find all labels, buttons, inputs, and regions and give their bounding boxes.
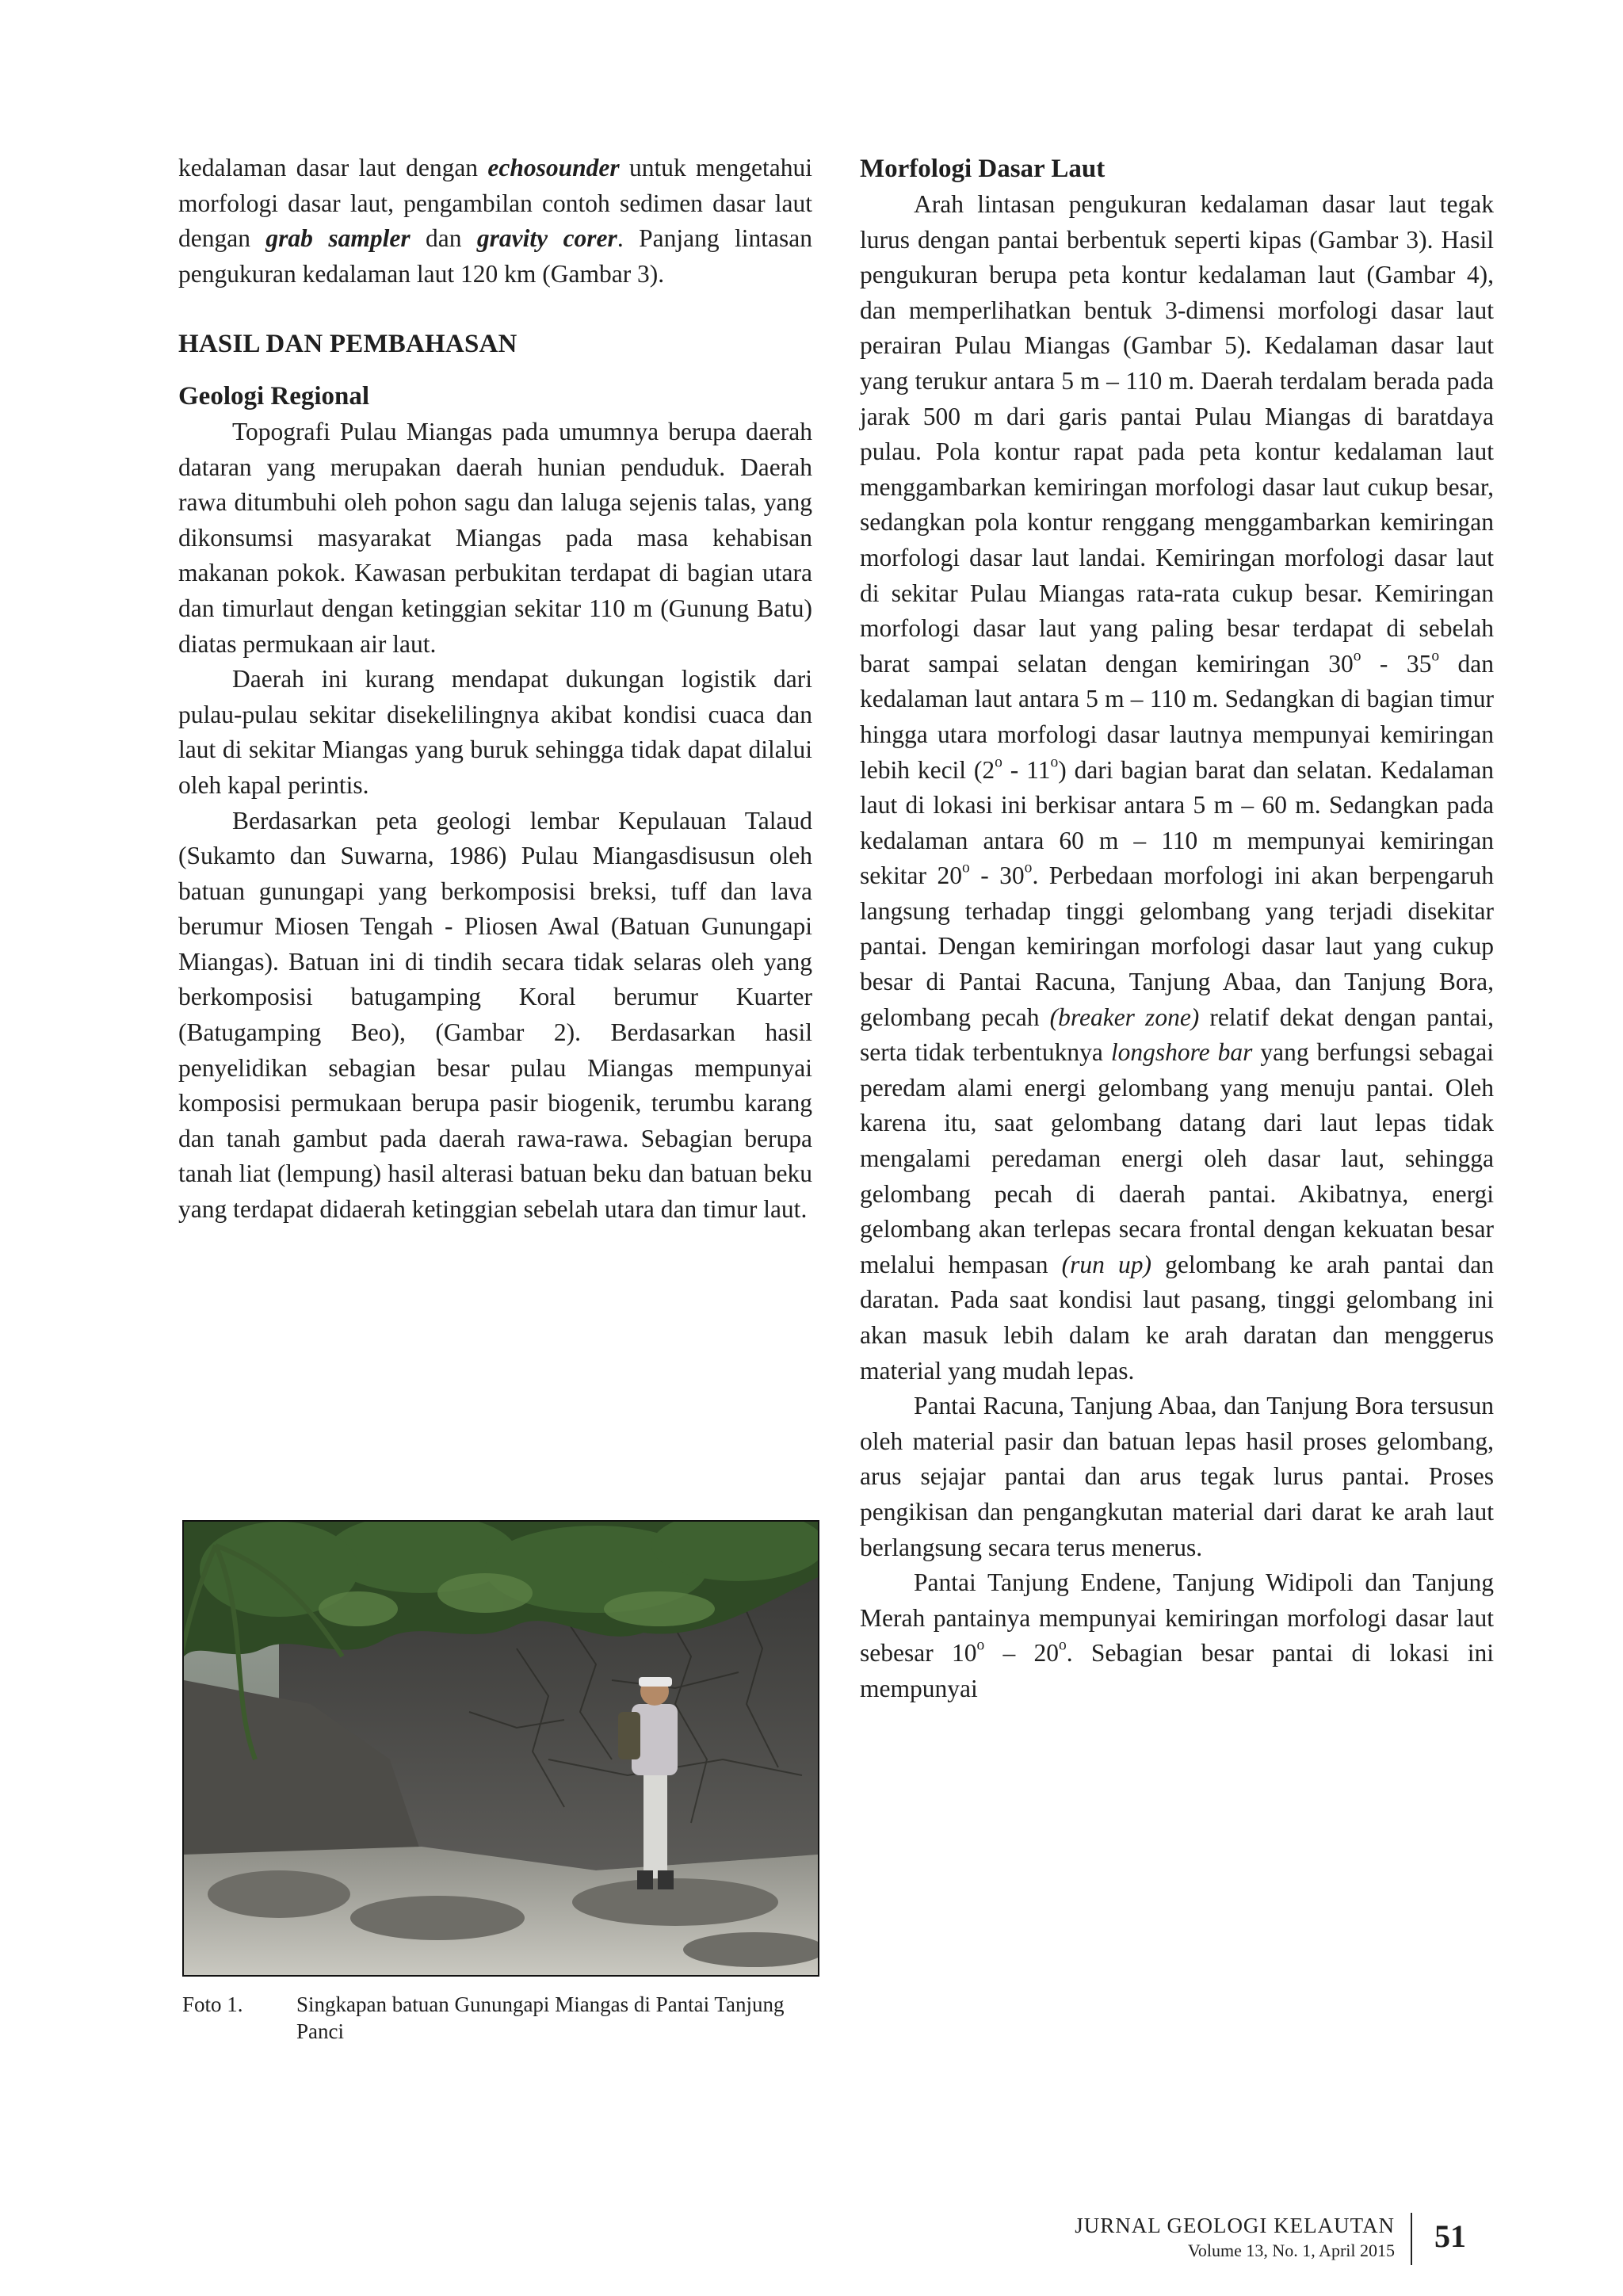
geologi-paragraph-1: Topografi Pulau Miangas pada umumnya berupa daerah dataran yang merupakan daerah hunian penduduk. Daerah rawa ditumbuhi oleh pohon sagu dan laluga sejenis talas, yang dikonsumsi masyarakat Miangas pada masa kehabisan makanan pokok. Kawasan perbukitan terdapat di bagian utara dan timurlaut dengan ketinggian sekitar 110 m (Gunung Batu) diatas permukaan air laut. bbox=[178, 417, 812, 658]
m1-text-j: gelombang ke arah pantai dan daratan. Pada saat kondisi laut pasang, tinggi gelombang ini akan masuk lebih dalam ke arah daratan dan menggerus material yang mudah lepas. bbox=[860, 1250, 1494, 1385]
page-number: 51 bbox=[1434, 2218, 1466, 2254]
left-column bbox=[178, 151, 812, 1228]
m1-text-b: - 35 bbox=[1361, 649, 1432, 678]
subsection-heading-geologi: Geologi Regional bbox=[178, 381, 370, 411]
intro-text-2: untuk mengetahui morfologi dasar laut, pengambilan contoh sedimen dasar laut dengan bbox=[178, 154, 812, 253]
m1-text-c: dan kedalaman laut antara 5 m – 110 m. Sedangkan di bagian timur hingga utara morfologi dasar lautnya mempunyai kemiringan lebih kecil (2 bbox=[860, 649, 1495, 784]
degree-sup: o bbox=[1431, 648, 1440, 665]
m3-text-b: – 20 bbox=[984, 1639, 1059, 1668]
caption-text: Singkapan batuan Gunungapi Miangas di Pantai Tanjung Panci bbox=[296, 1992, 785, 2043]
m1-text-i: yang berfungsi sebagai peredam alami energi gelombang yang menuju pantai. Oleh karena itu, saat gelombang datang dari laut lepas tidak mengalami peredaman energi oleh dasar laut, sehingga gelombang pecah di daerah pantai. Akibatnya, energi gelombang akan terlepas secara frontal dengan kekuatan besar melalui hempasan bbox=[860, 1038, 1495, 1278]
intro-paragraph bbox=[178, 151, 812, 292]
m3-text-a: Pantai Tanjung Endene, Tanjung Widipoli dan Tanjung Merah pantainya mempunyai kemiringan morfologi dasar laut sebesar 10 bbox=[860, 1568, 1494, 1668]
journal-volume: Volume 13, No. 1, April 2015 bbox=[1187, 2241, 1395, 2260]
m1-text-g: . Perbedaan morfologi ini akan berpengaruh langsung terhadap tinggi gelombang yang terjadi disekitar pantai. Dengan kemiringan morfologi dasar laut yang cukup besar di Pantai Racuna, Tanjung Abaa, dan Tanjung Bora, gelombang pecah bbox=[860, 861, 1495, 1031]
m1-text-f: - 30 bbox=[969, 861, 1025, 890]
caption-label: Foto 1. bbox=[182, 1992, 243, 2016]
term-breaker-zone: (breaker zone) bbox=[1049, 1003, 1200, 1031]
term-grab-sampler: grab sampler bbox=[265, 224, 411, 253]
degree-sup: o bbox=[1024, 859, 1033, 877]
subsection-heading-morfologi: Morfologi Dasar Laut bbox=[860, 155, 1106, 183]
degree-sup: o bbox=[1050, 753, 1059, 770]
m1-text-h: relatif dekat dengan pantai, serta tidak terbentuknya bbox=[860, 1003, 1494, 1067]
term-run-up: (run up) bbox=[1061, 1250, 1152, 1278]
m1-text-d: - 11 bbox=[1002, 755, 1051, 784]
degree-sup: o bbox=[995, 753, 1002, 770]
m3-text-c: . Sebagian besar pantai di lokasi ini mempunyai bbox=[860, 1639, 1494, 1702]
right-column bbox=[860, 151, 1494, 1707]
journal-name: JURNAL GEOLOGI KELAUTAN bbox=[1075, 2214, 1395, 2237]
geologi-paragraph-3: Berdasarkan peta geologi lembar Kepulauan Talaud (Sukamto dan Suwarna, 1986) Pulau Miangasdisusun oleh batuan gunungapi yang berkomposisi breksi, tuff dan lava berumur Miosen Tengah - Pliosen Awal (Batuan Gunungapi Miangas). Batuan ini di tindih secara tidak selaras oleh yang berkomposisi batugamping Koral berumur Kuarter (Batugamping Beo), (Gambar 2). Berdasarkan hasil penyelidikan sebagian besar pulau Miangas mempunyai komposisi permukaan berupa pasir biogenik, terumbu karang dan tanah gambut pada daerah rawa-rawa. Sebagian berupa tanah liat (lempung) hasil alterasi batuan beku dan batuan beku yang terdapat didaerah ketinggian sebelah utara dan timur laut. bbox=[178, 806, 812, 1224]
morfologi-paragraph-1 bbox=[860, 187, 1494, 1389]
degree-sup: o bbox=[1058, 1637, 1067, 1654]
m1-text-a: Arah lintasan pengukuran kedalaman dasar laut tegak lurus dengan pantai berbentuk seperti kipas (Gambar 3). Hasil pengukuran berupa peta kontur kedalaman laut (Gambar 4), dan memperlihatkan bentuk 3-dimensi morfologi dasar laut perairan Pulau Miangas (Gambar 5). Kedalaman dasar laut yang terukur antara 5 m – 110 m. Daerah terdalam berada pada jarak 500 m dari garis pantai Pulau Miangas di baratdaya pulau. Pola kontur rapat pada peta kontur kedalaman laut menggambarkan kemiringan morfologi dasar laut cukup besar, sedangkan pola kontur renggang menggambarkan kemiringan morfologi dasar laut landai. Kemiringan morfologi dasar laut di sekitar Pulau Miangas rata-rata cukup besar. Kemiringan morfologi dasar laut yang paling besar terdapat di sebelah barat sampai selatan dengan kemiringan 30 bbox=[860, 190, 1494, 678]
intro-text-4: . Panjang lintasan pengukuran kedalaman laut 120 km (Gambar 3). bbox=[178, 224, 812, 288]
term-longshore-bar: longshore bar bbox=[1110, 1038, 1253, 1067]
geologi-paragraph-2: Daerah ini kurang mendapat dukungan logistik dari pulau-pulau sekitar disekelilingnya akibat kondisi cuaca dan laut di sekitar Miangas yang buruk sehingga tidak dapat dilalui oleh kapal perintis. bbox=[178, 665, 812, 799]
footer-divider bbox=[1411, 2213, 1412, 2265]
intro-text-1: kedalaman dasar laut dengan bbox=[178, 154, 488, 181]
photo-outcrop-image bbox=[184, 1522, 818, 1975]
photo-caption bbox=[182, 1991, 816, 2045]
section-heading-hasil: HASIL DAN PEMBAHASAN bbox=[178, 330, 517, 359]
intro-text-3: dan bbox=[410, 224, 477, 253]
photo-outcrop bbox=[182, 1520, 819, 1977]
degree-sup: o bbox=[961, 859, 970, 877]
term-gravity-corer: gravity corer bbox=[476, 224, 617, 253]
morfologi-paragraph-2: Pantai Racuna, Tanjung Abaa, dan Tanjung Bora tersusun oleh material pasir dan batuan lepas hasil proses gelombang, arus sejajar pantai dan arus tegak lurus pantai. Proses pengikisan dan pengangkutan material dari darat ke arah laut berlangsung secara terus menerus. bbox=[860, 1392, 1494, 1561]
morfologi-paragraph-3 bbox=[860, 1565, 1494, 1706]
term-echosounder: echosounder bbox=[487, 154, 620, 181]
page-footer bbox=[951, 2213, 1490, 2276]
degree-sup: o bbox=[976, 1637, 985, 1654]
degree-sup: o bbox=[1353, 648, 1361, 665]
m1-text-e: ) dari bagian barat dan selatan. Kedalaman laut di lokasi ini berkisar antara 5 m – 60 m. Sedangkan pada kedalaman antara 60 m – 110 m mempunyai kemiringan sekitar 20 bbox=[860, 755, 1494, 890]
